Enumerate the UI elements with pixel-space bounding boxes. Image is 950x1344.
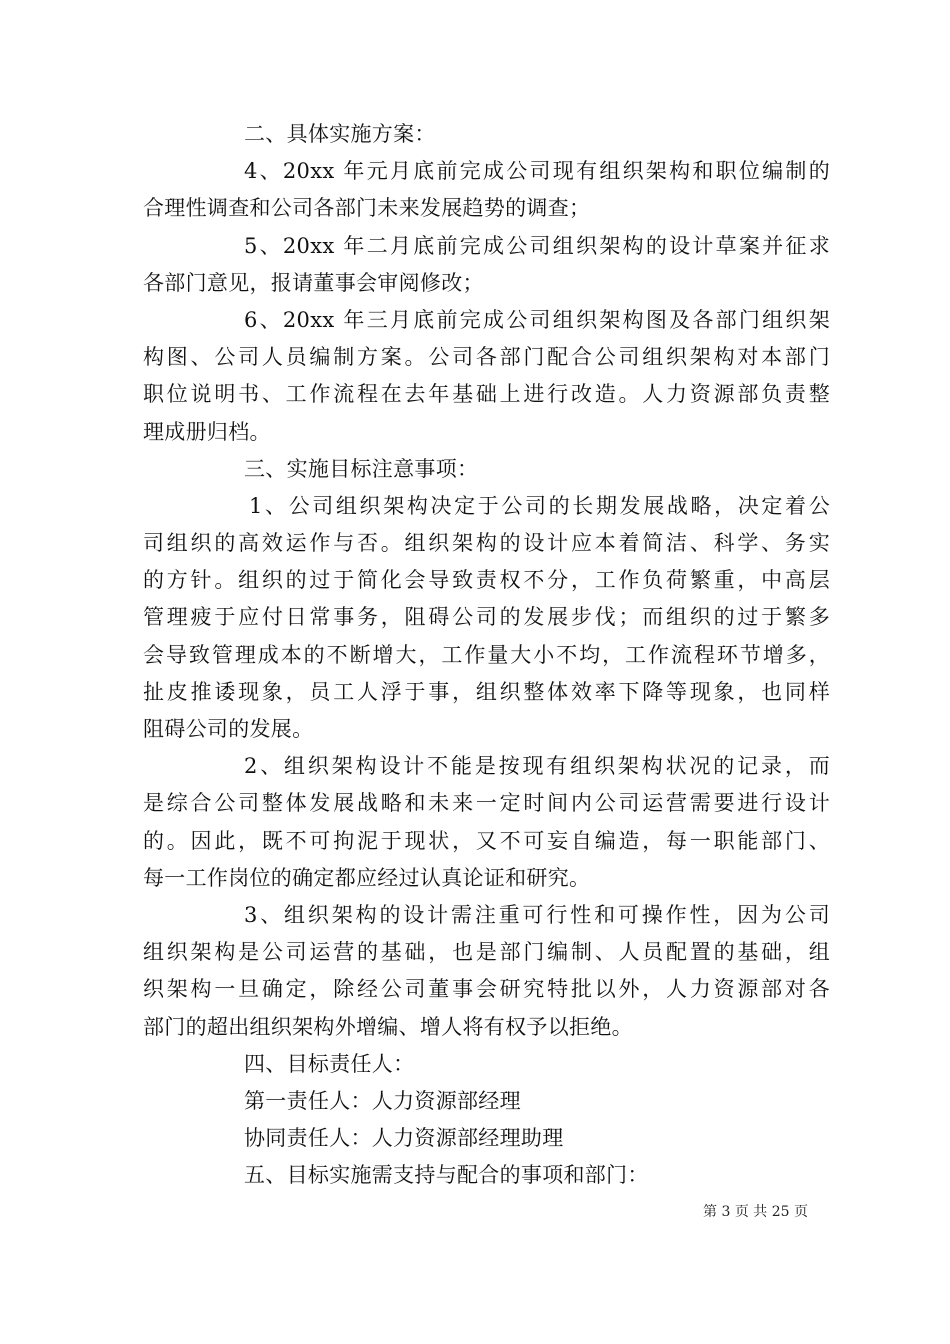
- assisting-responsible: 协同责任人：人力资源部经理助理: [244, 1126, 564, 1151]
- section-heading-4: 四、目标责任人：: [244, 1051, 415, 1076]
- note-1-line-3: 的方针。组织的过于简化会导致责权不分，工作负荷繁重，中高层: [143, 568, 830, 593]
- note-2-line-4: 每一工作岗位的确定都应经过认真论证和研究。: [143, 865, 591, 890]
- note-1-line-2: 司组织的高效运作与否。组织架构的设计应本着简洁、科学、务实: [143, 531, 830, 556]
- note-2-line-2: 是综合公司整体发展战略和未来一定时间内公司运营需要进行设计: [143, 791, 830, 816]
- primary-responsible: 第一责任人：人力资源部经理: [244, 1088, 521, 1113]
- note-3-line-1: 3、组织架构的设计需注重可行性和可操作性，因为公司: [244, 902, 830, 927]
- note-1-line-6: 扯皮推诿现象，员工人浮于事，组织整体效率下降等现象，也同样: [143, 679, 830, 704]
- note-3-line-4: 部门的超出组织架构外增编、增人将有权予以拒绝。: [143, 1014, 633, 1039]
- item-6-line-1: 6、20xx 年三月底前完成公司组织架构图及各部门组织架: [244, 307, 830, 332]
- note-1-line-4: 管理疲于应付日常事务，阻碍公司的发展步伐；而组织的过于繁多: [143, 605, 830, 630]
- section-heading-2: 二、具体实施方案：: [244, 122, 436, 146]
- note-3-line-2: 组织架构是公司运营的基础，也是部门编制、人员配置的基础，组: [143, 940, 830, 965]
- note-1-line-7: 阻碍公司的发展。: [143, 717, 314, 741]
- document-body: [143, 116, 830, 1194]
- note-1-line-1: 1、公司组织架构决定于公司的长期发展战略，决定着公: [249, 493, 830, 518]
- page-number-footer: 第 3 页 共 25 页: [703, 1204, 808, 1220]
- section-heading-3: 三、实施目标注意事项：: [244, 456, 479, 481]
- item-5-line-1: 5、20xx 年二月底前完成公司组织架构的设计草案并征求: [244, 233, 830, 258]
- note-2-line-3: 的。因此，既不可拘泥于现状，又不可妄自编造，每一职能部门、: [143, 828, 830, 853]
- note-3-line-3: 织架构一旦确定，除经公司董事会研究特批以外，人力资源部对各: [143, 977, 830, 1002]
- section-heading-5: 五、目标实施需支持与配合的事项和部门：: [244, 1163, 649, 1188]
- note-2-line-1: 2、组织架构设计不能是按现有组织架构状况的记录，而: [244, 754, 830, 779]
- item-6-line-3: 职位说明书、工作流程在去年基础上进行改造。人力资源部负责整: [143, 382, 830, 407]
- item-4-line-2: 合理性调查和公司各部门未来发展趋势的调查；: [143, 196, 591, 221]
- note-1-line-5: 会导致管理成本的不断增大，工作量大小不均，工作流程环节增多，: [143, 642, 830, 667]
- item-6-line-4: 理成册归档。: [143, 419, 271, 444]
- item-4-line-1: 4、20xx 年元月底前完成公司现有组织架构和职位编制的: [244, 159, 830, 184]
- item-5-line-2: 各部门意见，报请董事会审阅修改；: [143, 270, 484, 295]
- item-6-line-2: 构图、公司人员编制方案。公司各部门配合公司组织架构对本部门: [143, 345, 830, 370]
